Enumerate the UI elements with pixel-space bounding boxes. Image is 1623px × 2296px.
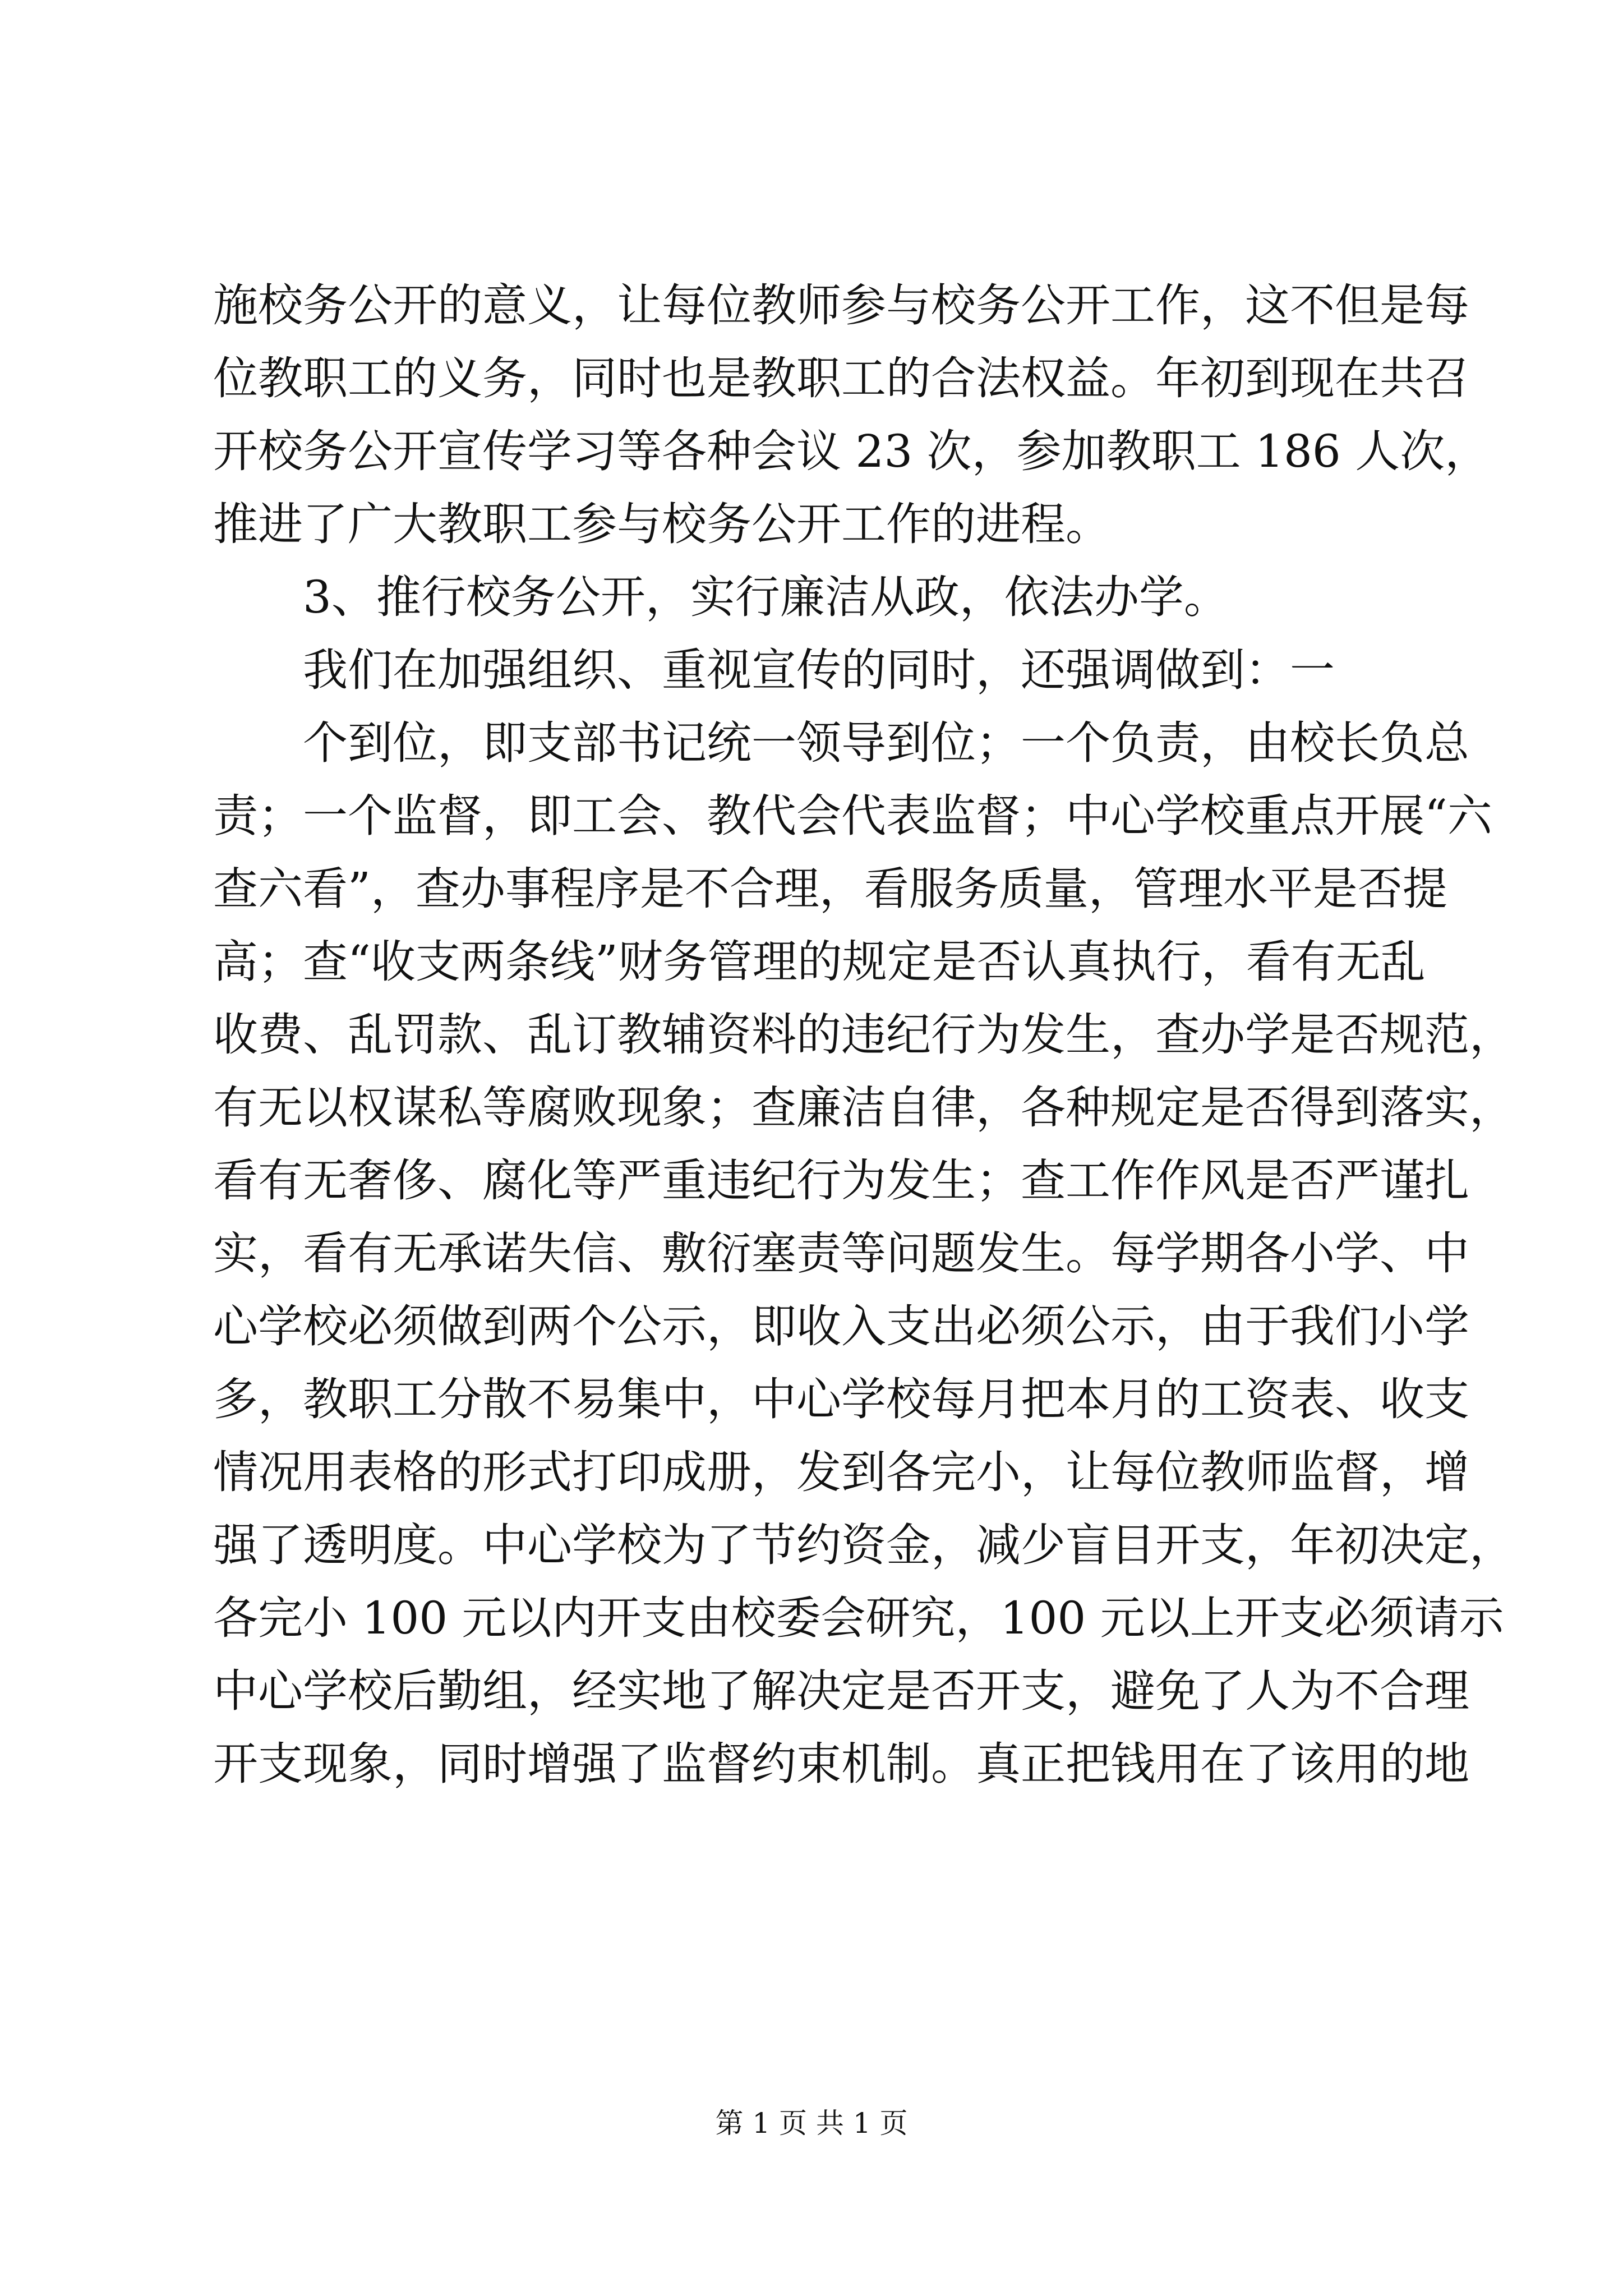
page-number-label: 第 1 页 共 1 页 (715, 2107, 908, 2139)
text-line: 中心学校后勤组，经实地了解决定是否开支，避免了人为不合理 (213, 1665, 1469, 1717)
text-line: 收费、乱罚款、乱订教辅资料的违纪行为发生，查办学是否规范， (213, 1009, 1514, 1061)
text-line: 开校务公开宣传学习等各种会议 23 次，参加教职工 186 人次， (213, 425, 1490, 477)
text-line: 实，看有无承诺失信、敷衍塞责等问题发生。每学期各小学、中 (213, 1227, 1469, 1280)
text-line: 各完小 100 元以内开支由校委会研究，100 元以上开支必须请示 (213, 1592, 1504, 1644)
text-line: 位教职工的义务，同时也是教职工的合法权益。年初到现在共召 (213, 352, 1469, 404)
text-line: 情况用表格的形式打印成册，发到各完小，让每位教师监督，增 (213, 1446, 1469, 1498)
text-line: 个到位，即支部书记统一领导到位；一个负责，由校长负总 (303, 717, 1469, 769)
text-line: 我们在加强组织、重视宣传的同时，还强调做到：一 (303, 644, 1335, 696)
text-line: 开支现象，同时增强了监督约束机制。真正把钱用在了该用的地 (213, 1738, 1469, 1790)
text-line: 强了透明度。中心学校为了节约资金，减少盲目开支，年初决定， (213, 1519, 1514, 1571)
text-line: 推进了广大教职工参与校务公开工作的进程。 (213, 498, 1110, 550)
text-line: 责；一个监督，即工会、教代会代表监督；中心学校重点开展“六 (213, 790, 1492, 842)
text-line: 看有无奢侈、腐化等严重违纪行为发生；查工作作风是否严谨扎 (213, 1154, 1469, 1207)
section-heading: 3、推行校务公开，实行廉洁从政，依法办学。 (303, 571, 1229, 623)
text-line: 多，教职工分散不易集中，中心学校每月把本月的工资表、收支 (213, 1373, 1469, 1425)
text-line: 高；查“收支两条线”财务管理的规定是否认真执行，看有无乱 (213, 936, 1426, 988)
text-line: 查六看”，查办事程序是不合理，看服务质量，管理水平是否提 (213, 863, 1447, 915)
text-line: 施校务公开的意义，让每位教师参与校务公开工作，这不但是每 (213, 279, 1469, 332)
page-footer (0, 2104, 1623, 2143)
text-line: 心学校必须做到两个公示，即收入支出必须公示，由于我们小学 (213, 1300, 1469, 1352)
text-line: 有无以权谋私等腐败现象；查廉洁自律，各种规定是否得到落实， (213, 1082, 1514, 1134)
body-text (213, 269, 1514, 1801)
